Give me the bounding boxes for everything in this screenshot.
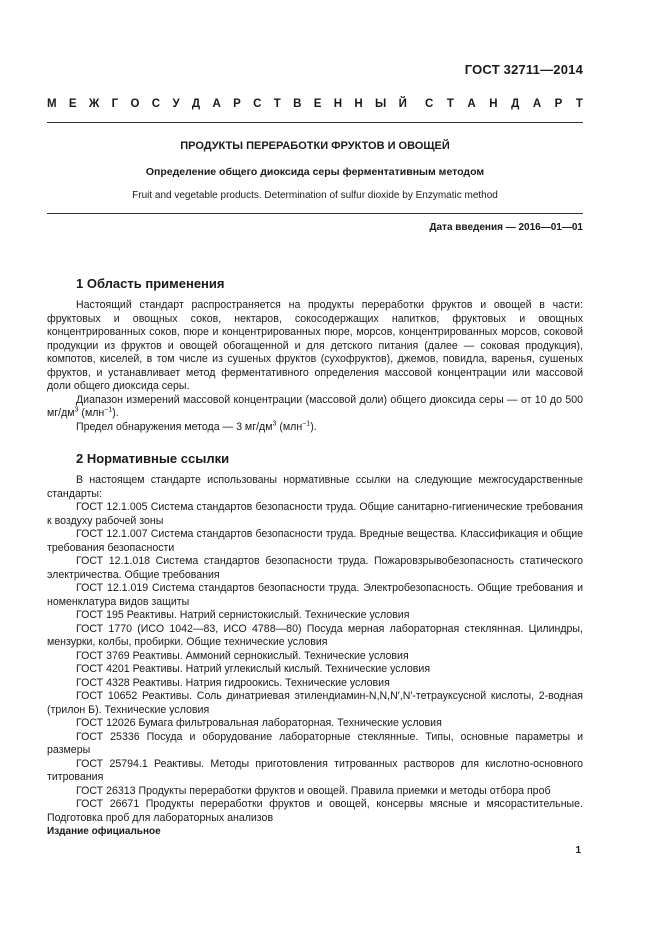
banner-letter: Т [575, 98, 583, 110]
banner-letter: С [253, 98, 262, 110]
reference-item: ГОСТ 3769 Реактивы. Аммоний сернокислый. Технические условия [76, 649, 409, 662]
reference-item: ГОСТ 12.1.018 Система стандартов безопасности труда. Пожаровзрывобезопасность статического электричества. Общие требования [47, 555, 583, 581]
section-2-heading: 2 Нормативные ссылки [76, 451, 230, 466]
document-subtitle: Определение общего диоксида серы ферментативным методом [145, 166, 485, 178]
banner-letter: Т [273, 98, 281, 110]
banner-letter: А [532, 98, 542, 110]
reference-item: ГОСТ 26313 Продукты переработки фруктов и овощей. Правила приемки и методы отбора проб [76, 784, 551, 797]
section-1-range-paragraph: Диапазон измерений массовой концентрации (массовой доли) общего диоксида серы — от 10 до 500 $мг/дм^3$ (млн$^{-1}$). [47, 393, 583, 419]
banner-letter: Р [554, 98, 563, 110]
reference-item: ГОСТ 12.1.007 Система стандартов безопасности труда. Вредные вещества. Классификация и общие требования безопасности [47, 528, 583, 554]
header-divider [47, 122, 583, 123]
reference-item: ГОСТ 1770 (ИСО 1042—83, ИСО 4788—80) Посуда мерная лабораторная стеклянная. Цилиндры, мензурки, колбы, пробирки. Общие технические условия [47, 622, 583, 648]
reference-item: ГОСТ 12.1.005 Система стандартов безопасности труда. Общие санитарно-гигиенические требования к воздуху рабочей зоны [47, 501, 583, 527]
page-number: 1 [575, 845, 581, 856]
title-divider [47, 213, 583, 214]
reference-item: ГОСТ 10652 Реактивы. Соль динатриевая этилендиамин-N,N,N′,N′-тетрауксусной кислоты, 2-водная (трилон Б). Технические условия [47, 690, 583, 716]
section-2-intro: В настоящем стандарте использованы нормативные ссылки на следующие межгосударственные стандарты: [47, 474, 583, 500]
reference-item: ГОСТ 195 Реактивы. Натрий сернистокислый. Технические условия [76, 609, 410, 621]
banner-letter: Е [313, 98, 322, 110]
banner-letter: Р [233, 98, 241, 110]
banner-letter: А [212, 98, 221, 110]
banner-letter: С [425, 98, 434, 110]
section-1-detection-limit: Предел обнаружения метода — 3 $мг/дм^3$ (млн$^{-1}$). [76, 419, 317, 433]
banner-word-interstate [47, 98, 407, 110]
standard-code: ГОСТ 32711—2014 [464, 62, 583, 77]
section-2-body [47, 474, 583, 825]
banner-letter: Д [191, 98, 201, 110]
banner-letter: Ы [375, 98, 387, 110]
introduction-date: Дата введения — 2016—01—01 [429, 222, 583, 233]
banner-letter: Т [446, 98, 454, 110]
reference-list [47, 501, 583, 825]
reference-item: ГОСТ 12026 Бумага фильтровальная лабораторная. Технические условия [76, 717, 442, 729]
banner-letter: Е [68, 98, 77, 110]
official-edition-label: Издание официальное [47, 826, 161, 837]
banner-letter: Н [354, 98, 363, 110]
banner-letter: Д [511, 98, 520, 110]
banner-letter: М [47, 98, 57, 110]
section-1-heading: 1 Область применения [76, 276, 225, 291]
reference-item: ГОСТ 4201 Реактивы. Натрий углекислый кислый. Технические условия [76, 663, 431, 675]
banner-letter: Н [489, 98, 498, 110]
reference-item: ГОСТ 25794.1 Реактивы. Методы приготовления титрованных растворов для кислотно-основного титрования [47, 757, 583, 783]
section-1-body [47, 299, 583, 434]
reference-item: ГОСТ 4328 Реактивы. Натрия гидроокись. Технические условия [76, 676, 390, 689]
banner-letter: У [172, 98, 180, 110]
banner-letter: Й [398, 98, 407, 110]
banner-letter: О [130, 98, 140, 110]
banner-letter: Н [333, 98, 343, 110]
reference-item: ГОСТ 25336 Посуда и оборудование лабораторные стеклянные. Типы, основные параметры и размеры [47, 730, 583, 756]
reference-item: ГОСТ 12.1.019 Система стандартов безопасности труда. Электробезопасность. Общие требования и номенклатура видов защиты [47, 582, 583, 608]
interstate-standard-banner [47, 98, 583, 110]
banner-letter: Ж [88, 98, 100, 110]
reference-item: ГОСТ 26671 Продукты переработки фруктов и овощей, консервы мясные и мясорастительные. Подготовка проб для лабораторных анализов [47, 798, 583, 824]
banner-letter: В [293, 98, 302, 110]
banner-letter: А [467, 98, 476, 110]
document-title-english: Fruit and vegetable products. Determination of sulfur dioxide by Enzymatic method [132, 190, 498, 201]
section-1-paragraph: Настоящий стандарт распространяется на продукты переработки фруктов и овощей в части: фруктовых и овощных соков, нектаров, сокосодержащих напитков, фруктовых и овощных концентрированных соков, пюре и концентрированных пюре, морсов, концентрированных морсов, соковой продукции из фруктов и овощей обогащенной и для детского питания (далее — соковая продукция), компотов, киселей, в том числе из сушеных фруктов (сухофруктов), джемов, повидла, варенья, сушеных фруктов, и устанавливает метод ферментативного определения массовой концентрации или массовой доли общего диоксида серы. [47, 299, 583, 392]
banner-letter: Г [111, 98, 119, 110]
banner-letter: С [151, 98, 161, 110]
banner-word-standard [425, 98, 583, 110]
document-title: ПРОДУКТЫ ПЕРЕРАБОТКИ ФРУКТОВ И ОВОЩЕЙ [180, 140, 450, 152]
